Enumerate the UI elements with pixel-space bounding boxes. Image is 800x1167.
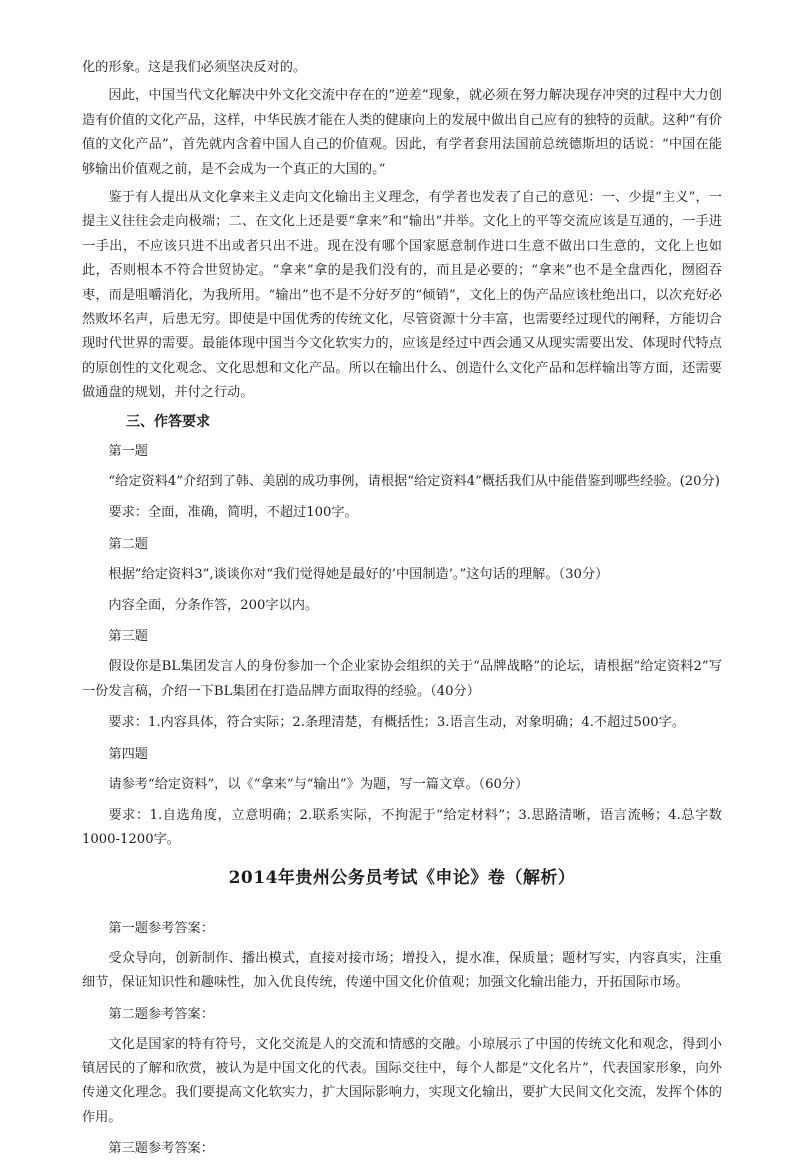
question-requirement: 内容全面，分条作答，200字以内。 [108, 597, 319, 613]
question-title: 第三题 [108, 629, 148, 645]
answer-3 [82, 1137, 722, 1161]
question-text: “给定资料4”介绍到了韩、美剧的成功事例，请根据“给定资料4”概括我们从中能借鉴到哪些经验。(20分) [108, 473, 720, 489]
answer-1 [82, 917, 722, 996]
question-text: 根据”给定资料3”,谈谈你对“我们觉得她是最好的’中国制造’。”这句话的理解。（30分） [108, 566, 609, 582]
question-requirement: 要求：1.内容具体，符合实际；2.条理清楚，有概括性；3.语言生动，对象明确；4.不超过500字。 [108, 715, 686, 731]
question-text: 请参考“给定资料”，以《“拿来”与“输出”》为题，写一篇文章。（60分） [108, 776, 529, 792]
question-3 [82, 625, 722, 735]
question-requirement: 要求：全面，准确，简明，不超过100字。 [108, 505, 358, 521]
question-text: 假设你是BL集团发言人的身份参加一个企业家协会组织的关于“品牌战略”的论坛，请根据“给定资料2”写一份发言稿，介绍一下BL集团在打造品牌方面取得的经验。（40分） [82, 659, 722, 699]
question-title: 第二题 [108, 536, 148, 552]
document-page [82, 56, 722, 1167]
answer-title: 第三题参考答案： [108, 1141, 214, 1157]
question-title: 第四题 [108, 746, 148, 762]
answer-2 [82, 1003, 722, 1131]
question-requirement: 要求：1.自选角度，立意明确；2.联系实际，不拘泥于“给定材料”；3.思路清晰，语言流畅；4.总字数1000-1200字。 [82, 807, 722, 848]
answer-text: 文化是国家的特有符号，文化交流是人的交流和情感的交融。小琼展示了中国的传统文化和观念，得到小镇居民的了解和欣赏，被认为是中国文化的代表。国际交往中，每个人都是“文化名片”，代表国家形象，向外传递文化理念。我们要提高文化软实力，扩大国际影响力，实现文化输出，要扩大民间文化交流，发挥个体的作用。 [82, 1036, 722, 1125]
intro-paragraph-2: 因此，中国当代文化解决中外文化交流中存在的”逆差”现象，就必须在努力解决现存冲突的过程中大力创造有价值的文化产品，这样，中华民族才能在人类的健康向上的发展中做出自己应有的独特的贡献。这种“有价值的文化产品”，首先就内含着中国人自己的价值观。因此，有学者套用法国前总统德斯坦的话说：“中国在能够输出价值观之前，是不会成为一个真正的大国的。” [82, 88, 722, 177]
section-heading: 三、作答要求 [126, 413, 210, 430]
intro-paragraph-3: 鉴于有人提出从文化拿来主义走向文化输出主义理念，有学者也发表了自己的意见：一、少提“主义”，一提主义往往会走向极端；二、在文化上还是要“拿来”和“输出”并举。文化上的平等交流应该是互通的，一手进一手出，不应该只进不出或者只出不进。现在没有哪个国家愿意制作进口生意不做出口生意的，文化上也如此，否则根本不符合世贸协定。“拿来”拿的是我们没有的，而且是必要的；“拿来”也不是全盘西化，囫囵吞枣，而是咀嚼消化，为我所用。“输出”也不是不分好歹的“倾销”，文化上的伪产品应该杜绝出口，以次充好必然败坏名声，后患无穷。即使是中国优秀的传统文化，尽管资源十分丰富，也需要经过现代的阐释，方能切合现时代世界的需要。最能体现中国当今文化软实力的，应该是经过中西会通又从现实需要出发、体现时代特点的原创性的文化观念、文化思想和文化产品。所以在输出什么、创造什么文化产品和怎样输出等方面，还需要做通盘的规划，并付之行动。 [82, 190, 722, 401]
intro-paragraph-1: 化的形象。这是我们必须坚决反对的。 [82, 60, 307, 75]
answer-title: 第二题参考答案： [108, 1006, 214, 1022]
question-1 [82, 440, 722, 526]
answer-text: 受众导向，创新制作、播出模式，直接对接市场；增投入，提水准，保质量；题材写实，内容真实，注重细节，保证知识性和趣味性，加入优良传统，传递中国文化价值观；加强文化输出能力，开拓国际市场。 [82, 950, 722, 991]
answer-title: 第一题参考答案： [108, 920, 214, 936]
question-4 [82, 743, 722, 853]
question-2 [82, 533, 722, 619]
document-title: 2014年贵州公务员考试《申论》卷（解析） [228, 867, 576, 888]
question-title: 第一题 [108, 443, 148, 459]
